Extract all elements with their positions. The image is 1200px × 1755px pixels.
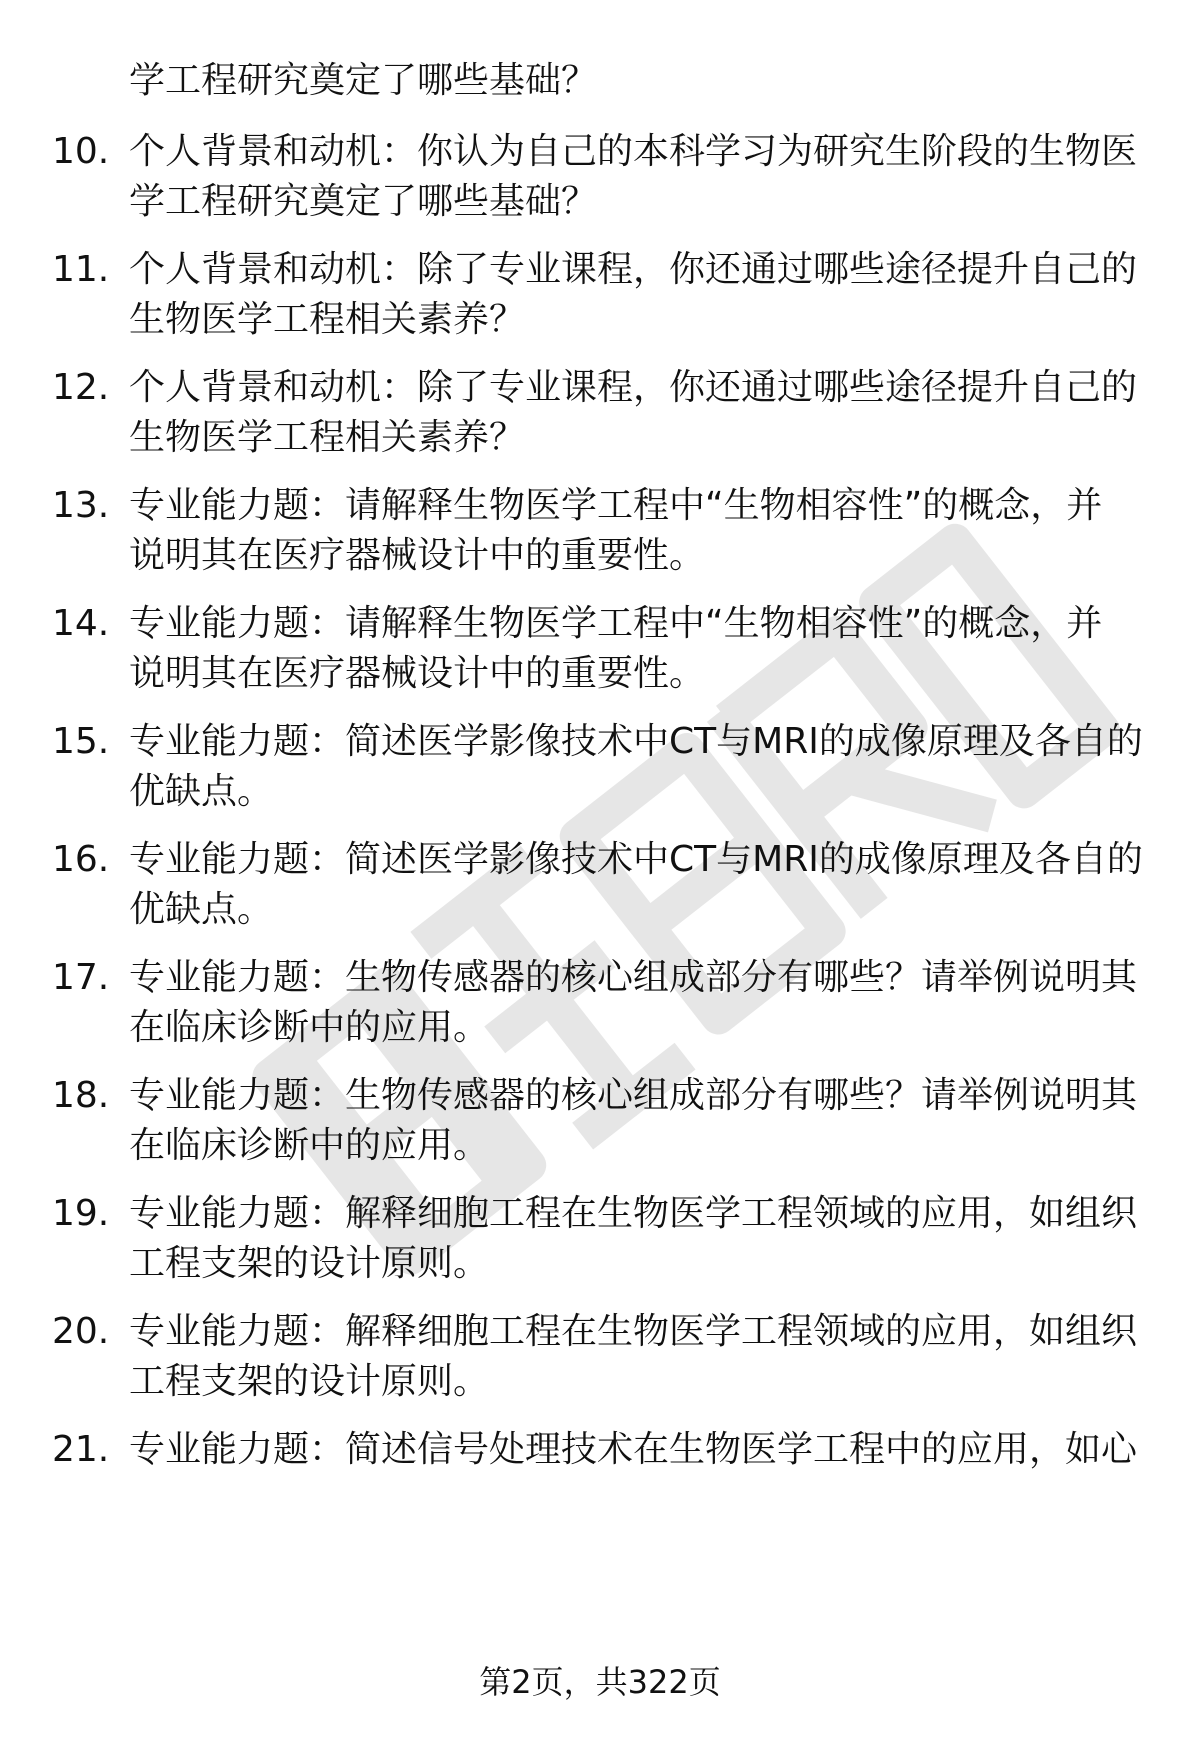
question-text <box>129 599 1139 699</box>
question-text-line: 专业能力题：请解释生物医学工程中“生物相容性”的概念，并 <box>129 485 1103 526</box>
question-number: 13. <box>52 485 110 526</box>
question-text-line: 在临床诊断中的应用。 <box>129 1007 490 1048</box>
question-text <box>129 835 1143 935</box>
question-text <box>129 481 1139 581</box>
question-text-line: 个人背景和动机：你认为自己的本科学习为研究生阶段的生物医 <box>129 131 1138 172</box>
question-text <box>129 1307 1139 1407</box>
question-text-line: 专业能力题：生物传感器的核心组成部分有哪些？请举例说明其 <box>129 957 1138 998</box>
question-number: 17. <box>52 957 110 998</box>
page-footer: 第2页，共322页 <box>479 1663 721 1701</box>
question-text <box>129 1425 1139 1475</box>
question-text-line: 优缺点。 <box>129 889 274 930</box>
question-number: 19. <box>52 1193 110 1234</box>
question-text-line: 工程支架的设计原则。 <box>129 1361 490 1402</box>
question-text-line: 学工程研究奠定了哪些基础？ <box>129 181 598 222</box>
question-text <box>129 363 1139 463</box>
question-number: 18. <box>52 1075 110 1116</box>
question-text-line: 专业能力题：简述医学影像技术中CT与MRI的成像原理及各自的 <box>129 839 1143 880</box>
question-text <box>129 245 1139 345</box>
question-text-line: 专业能力题：简述医学影像技术中CT与MRI的成像原理及各自的 <box>129 721 1143 762</box>
question-text <box>129 1071 1139 1171</box>
question-number: 10. <box>52 131 110 172</box>
question-text <box>129 1189 1139 1289</box>
question-text-line: 个人背景和动机：除了专业课程，你还通过哪些途径提升自己的 <box>129 367 1138 408</box>
question-text-line: 生物医学工程相关素养？ <box>129 417 526 458</box>
question-text-line: 专业能力题：解释细胞工程在生物医学工程领域的应用，如组织 <box>129 1193 1138 1234</box>
continued-question-text: 学工程研究奠定了哪些基础？ <box>129 60 598 101</box>
question-number: 21. <box>52 1429 110 1470</box>
question-text-line: 在临床诊断中的应用。 <box>129 1125 490 1166</box>
question-text-line: 专业能力题：解释细胞工程在生物医学工程领域的应用，如组织 <box>129 1311 1138 1352</box>
question-number: 14. <box>52 603 110 644</box>
question-number: 15. <box>52 721 110 762</box>
question-number: 12. <box>52 367 110 408</box>
question-number: 20. <box>52 1311 110 1352</box>
question-text-line: 专业能力题：简述信号处理技术在生物医学工程中的应用，如心 <box>129 1429 1138 1470</box>
question-text-line: 生物医学工程相关素养？ <box>129 299 526 340</box>
question-text-line: 说明其在医疗器械设计中的重要性。 <box>129 535 706 576</box>
question-text <box>129 717 1143 817</box>
question-text-line: 说明其在医疗器械设计中的重要性。 <box>129 653 706 694</box>
question-text <box>129 127 1139 227</box>
question-text-line: 工程支架的设计原则。 <box>129 1243 490 1284</box>
question-text-line: 专业能力题：请解释生物医学工程中“生物相容性”的概念，并 <box>129 603 1103 644</box>
question-text-line: 专业能力题：生物传感器的核心组成部分有哪些？请举例说明其 <box>129 1075 1138 1116</box>
question-text-line: 个人背景和动机：除了专业课程，你还通过哪些途径提升自己的 <box>129 249 1138 290</box>
question-number: 16. <box>52 839 110 880</box>
question-number: 11. <box>52 249 110 290</box>
question-text-line: 优缺点。 <box>129 771 274 812</box>
question-text <box>129 953 1139 1053</box>
